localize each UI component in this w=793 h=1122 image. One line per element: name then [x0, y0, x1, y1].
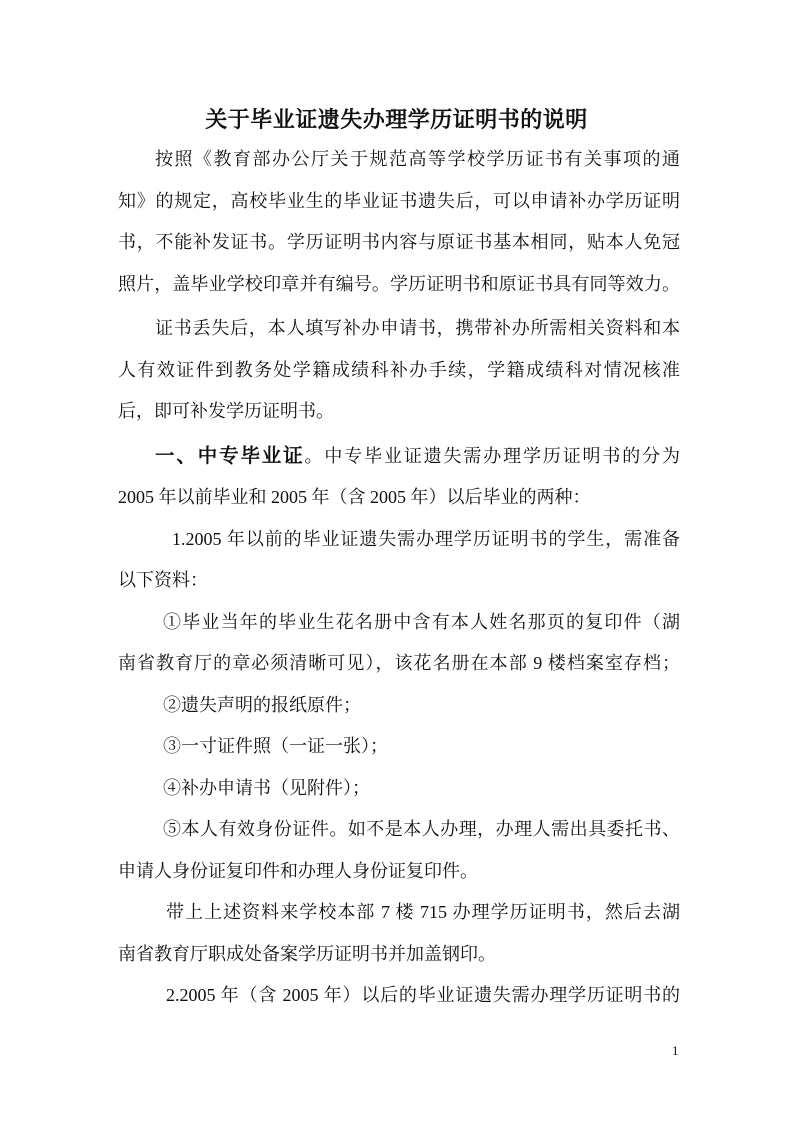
body-line: 2005 年以前毕业和 2005 年（含 2005 年）以后毕业的两种：: [118, 487, 591, 507]
list-item-continuation: 南省教育厅的章必须清晰可见），该花名册在本部 9 楼档案室存档；: [118, 653, 680, 673]
body-line: 后，即可补发学历证明书。: [118, 401, 334, 421]
body-line: 带上上述资料来学校本部 7 楼 715 办理学历证明书，然后去湖: [166, 902, 680, 922]
body-line: 人有效证件到教务处学籍成绩科补办手续，学籍成绩科对情况核准: [118, 359, 680, 380]
body-line: 以下资料：: [118, 570, 208, 590]
body-line: 按照《教育部办公厅关于规范高等学校学历证书有关事项的通: [155, 149, 680, 169]
body-line: 照片，盖毕业学校印章并有编号。学历证明书和原证书具有同等效力。: [118, 273, 680, 294]
section-heading: 一、中专毕业证: [155, 445, 305, 467]
page-title: 关于毕业证遗失办理学历证明书的说明: [205, 107, 588, 132]
section-heading-line: [118, 436, 680, 478]
document-body: [118, 139, 680, 1017]
list-item: ③一寸证件照（一证一张）；: [163, 736, 388, 756]
body-line: 知》的规定，高校毕业生的毕业证书遗失后，可以申请补办学历证明: [118, 190, 680, 211]
list-item: ⑤本人有效身份证件。如不是本人办理，办理人需出具委托书、: [163, 819, 680, 839]
list-item: ④补办申请书（见附件）；: [163, 777, 370, 798]
body-line: 南省教育厅职成处备案学历证明书并加盖钢印。: [118, 943, 496, 964]
section-heading-text: 。中专毕业证遗失需办理学历证明书的分为: [304, 445, 680, 466]
list-item: ①毕业当年的毕业生花名册中含有本人姓名那页的复印件（湖: [163, 611, 680, 632]
body-line: 证书丢失后，本人填写补办申请书，携带补办所需相关资料和本: [155, 318, 680, 338]
list-item: ②遗失声明的报纸原件；: [163, 694, 361, 715]
body-line: 书，不能补发证书。学历证明书内容与原证书基本相同，贴本人免冠: [118, 232, 680, 252]
list-item-continuation: 申请人身份证复印件和办理人身份证复印件。: [118, 860, 478, 881]
body-line: 2.2005 年（含 2005 年）以后的毕业证遗失需办理学历证明书的: [166, 985, 680, 1005]
body-line: 1.2005 年以前的毕业证遗失需办理学历证明书的学生，需准备: [172, 528, 680, 549]
page-number: 1: [672, 1043, 679, 1058]
